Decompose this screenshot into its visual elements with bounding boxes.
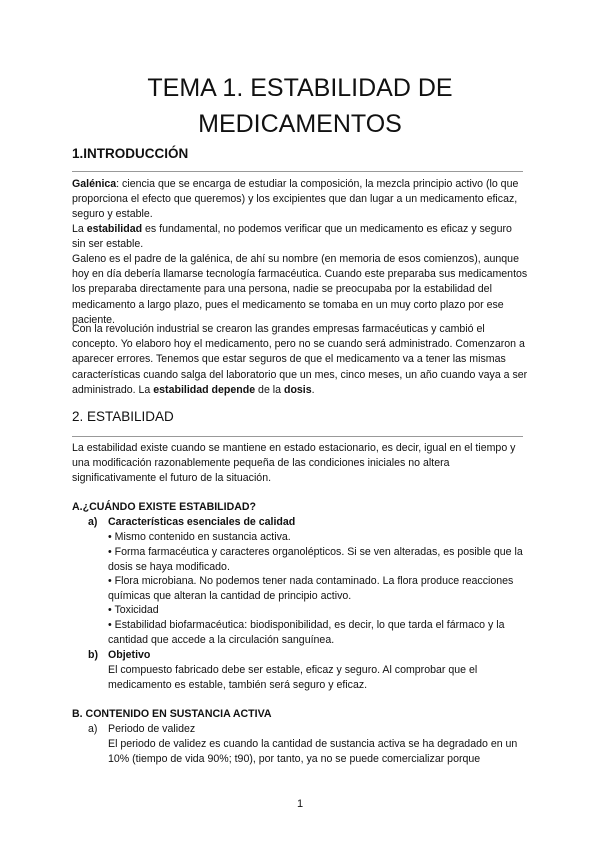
list-label-b: b) bbox=[88, 649, 98, 661]
term-estabilidad: estabilidad bbox=[86, 223, 143, 235]
list-title-objetivo: Objetivo bbox=[108, 649, 151, 661]
bullet-flora-microbiana: • Flora microbiana. No podemos tener nada contaminado. La flora produce reacciones químicas que alteran la cantidad de principio activo. bbox=[108, 575, 514, 603]
section-divider bbox=[72, 171, 523, 172]
paragraph-galenica bbox=[72, 177, 528, 223]
subheading-cuando-existe: A.¿CUÁNDO EXISTE ESTABILIDAD? bbox=[72, 501, 257, 513]
section-heading-introduccion: 1.INTRODUCCIÓN bbox=[72, 146, 189, 161]
term-galenica: Galénica bbox=[72, 178, 117, 190]
bullet-estabilidad-biofarmaceutica: • Estabilidad biofarmacéutica: biodisponibilidad, es decir, lo que tarda el fármaco y la cantidad que accede a la circulación sanguínea. bbox=[108, 619, 505, 647]
text-fragment: es fundamental, no podemos verificar que un medicamento es eficaz y seguro sin ser estable. bbox=[72, 223, 512, 251]
term-estabilidad-depende: estabilidad depende bbox=[153, 383, 256, 396]
text-fragment: de la bbox=[255, 383, 284, 396]
text-fragment: La bbox=[72, 223, 87, 235]
galenica-definition: : ciencia que se encarga de estudiar la composición, la mezcla principio activo (lo que proporciona el efecto que queremos) y los excipientes que dan lugar a un medicamento eficaz, seguro y estable. bbox=[72, 178, 519, 221]
term-dosis: dosis bbox=[283, 383, 312, 396]
list-label-a: a) bbox=[88, 516, 98, 528]
bullet-toxicidad: • Toxicidad bbox=[108, 604, 159, 616]
text-fragment: . bbox=[311, 383, 315, 396]
list-label-a: a) bbox=[88, 723, 98, 735]
bullet-forma-farmaceutica: • Forma farmacéutica y caracteres organolépticos. Si se ven alteradas, es posible que la dosis se haya modificado. bbox=[108, 546, 523, 574]
text-fragment: Con la revolución industrial se crearon las grandes empresas farmacéuticas y cambió el concepto. Yo elaboro hoy el medicamento, pero no se cuando será administrado. Comenzaron a aparecer errores. Tenemos que estar seguros de que el medicamento va a tener las mismas características cuando salga del laboratorio que un mes, cinco meses, un año cuando vaya a ser administrado. La bbox=[72, 323, 528, 396]
section-heading-estabilidad: 2. ESTABILIDAD bbox=[72, 409, 174, 424]
paragraph-estabilidad bbox=[72, 222, 528, 252]
page-number: 1 bbox=[296, 798, 304, 810]
list-title-caracteristicas: Características esenciales de calidad bbox=[108, 516, 296, 528]
title-line-1: TEMA 1. ESTABILIDAD DE bbox=[147, 74, 453, 102]
paragraph-objetivo: El compuesto fabricado debe ser estable, eficaz y seguro. Al comprobar que el medicamento es estable, también será seguro y eficaz. bbox=[108, 664, 478, 692]
paragraph-revolucion-industrial bbox=[72, 322, 528, 398]
title-line-2: MEDICAMENTOS bbox=[198, 110, 402, 138]
section-divider bbox=[72, 436, 523, 437]
subheading-contenido-sustancia-activa: B. CONTENIDO EN SUSTANCIA ACTIVA bbox=[72, 708, 272, 720]
paragraph-definicion-estabilidad: La estabilidad existe cuando se mantiene en estado estacionario, es decir, igual en el tiempo y una modificación razonablemente pequeña de las condiciones iniciales no altera significativamente el futuro de la situación. bbox=[72, 442, 516, 485]
document-title bbox=[72, 70, 528, 142]
list-title-periodo-validez: Periodo de validez bbox=[108, 723, 196, 735]
paragraph-galeno: Galeno es el padre de la galénica, de ahí su nombre (en memoria de esos comienzos), aunque hoy en día debería llamarse tecnología farmacéutica. Cuando este preparaba sus medicamentos los preparaba directamente para una persona, nadie se preocupaba por la estabilidad del medicamento a largo plazo, pues el medicamento se tomaba en un muy corto plazo por ese paciente. bbox=[72, 253, 528, 326]
paragraph-periodo-validez: El periodo de validez es cuando la cantidad de sustancia activa se ha degradado en un 10% (tiempo de vida 90%; t90), por tanto, ya no se puede comercializar porque bbox=[108, 738, 518, 766]
bullet-mismo-contenido: • Mismo contenido en sustancia activa. bbox=[108, 531, 291, 543]
